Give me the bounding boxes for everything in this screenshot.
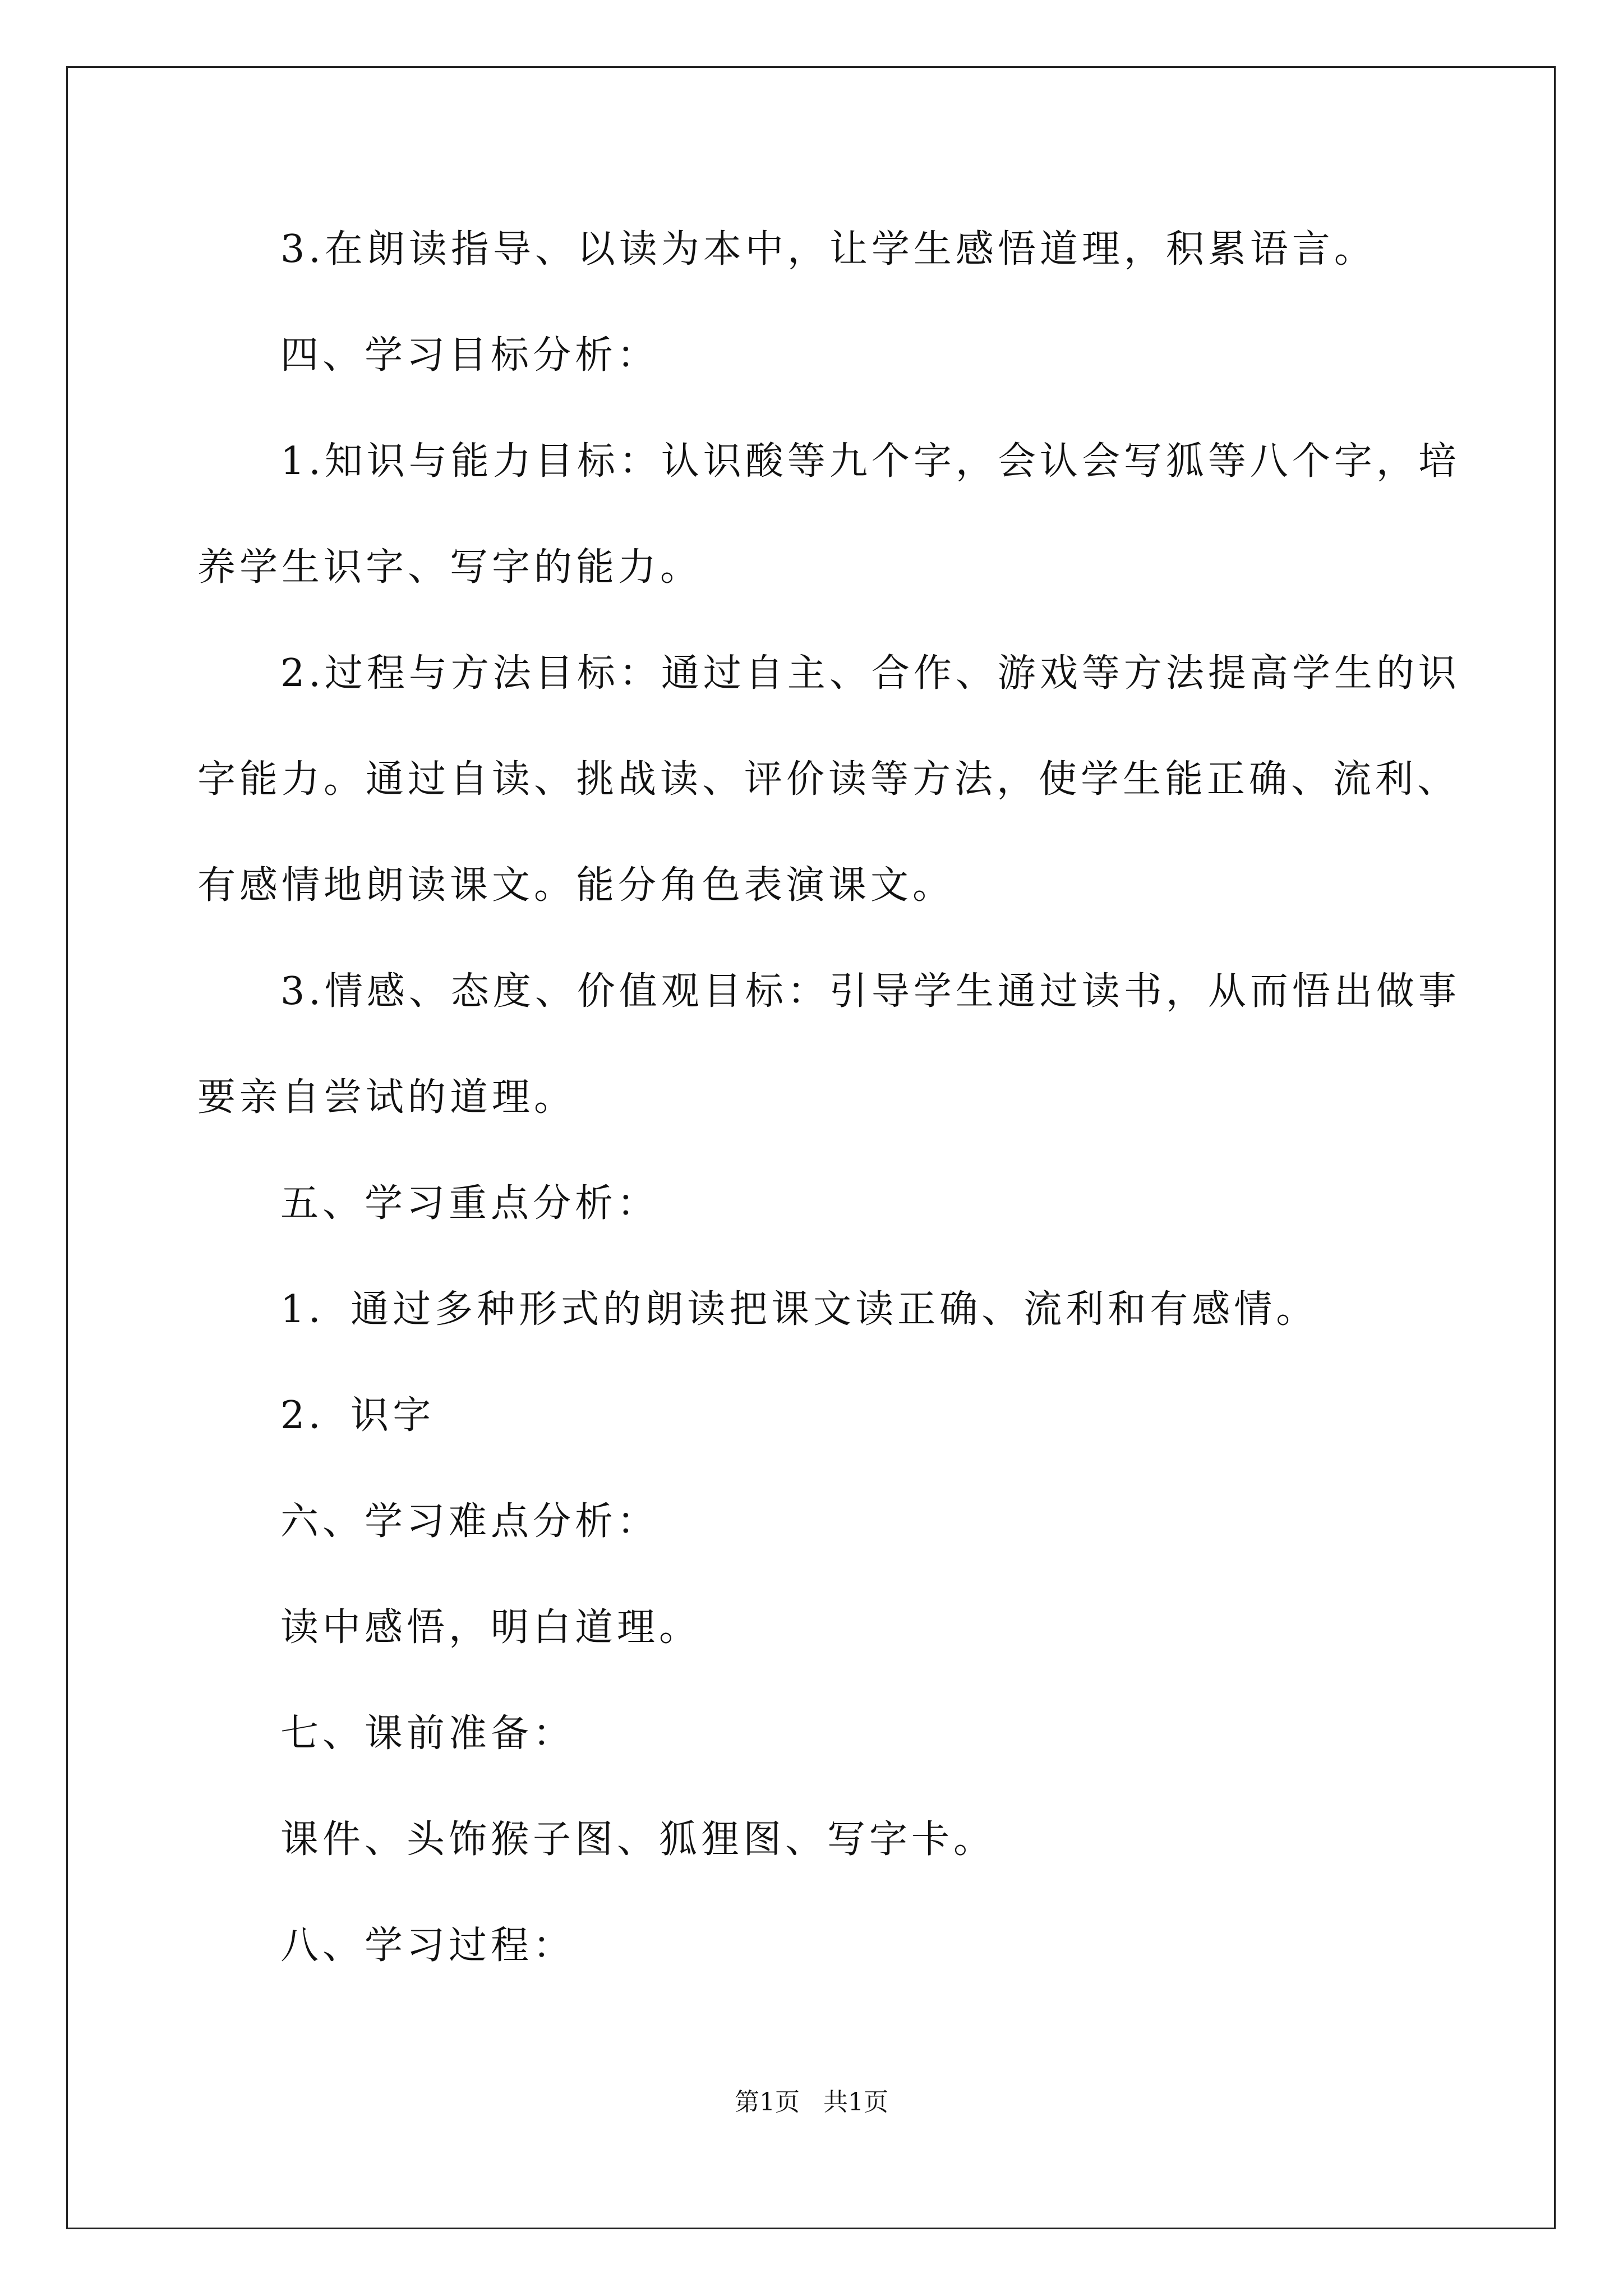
paragraph-line: 课件、头饰猴子图、狐狸图、写字卡。 xyxy=(280,1818,996,1862)
paragraph-line: 读中感悟，明白道理。 xyxy=(280,1605,702,1650)
paragraph-line: 字能力。通过自读、挑战读、评价读等方法，使学生能正确、流利、 xyxy=(197,757,1460,802)
paragraph-line: 1.知识与能力目标：认识酸等九个字，会认会写狐等八个字，培 xyxy=(280,439,1460,484)
section-heading: 八、学习过程： xyxy=(280,1924,575,1968)
section-heading: 六、学习难点分析： xyxy=(280,1499,660,1544)
paragraph-line: 3.在朗读指导、以读为本中，让学生感悟道理，积累语言。 xyxy=(280,227,1376,272)
paragraph-line: 要亲自尝试的道理。 xyxy=(197,1075,577,1120)
paragraph-line: 2.过程与方法目标：通过自主、合作、游戏等方法提高学生的识 xyxy=(280,651,1460,696)
paragraph-line: 1．通过多种形式的朗读把课文读正确、流利和有感情。 xyxy=(280,1287,1318,1332)
paragraph-line: 3.情感、态度、价值观目标：引导学生通过读书，从而悟出做事 xyxy=(280,969,1460,1014)
paragraph-line: 养学生识字、写字的能力。 xyxy=(197,545,703,590)
page-number-footer: 第1页 共1页 xyxy=(735,2088,888,2116)
page-border xyxy=(66,66,1556,2229)
section-heading: 五、学习重点分析： xyxy=(280,1181,660,1226)
section-heading: 七、课前准备： xyxy=(280,1711,575,1756)
section-heading: 四、学习目标分析： xyxy=(280,333,660,378)
paragraph-line: 有感情地朗读课文。能分角色表演课文。 xyxy=(197,863,955,908)
paragraph-line: 2．识字 xyxy=(280,1393,435,1438)
